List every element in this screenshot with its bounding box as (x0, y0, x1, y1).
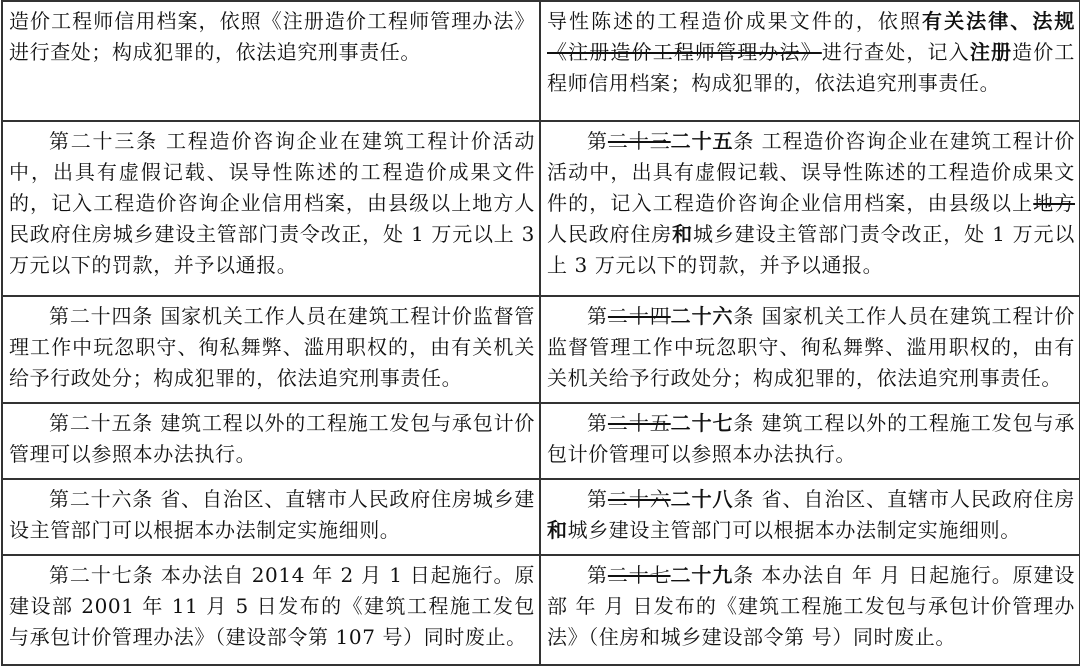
table-row (2, 555, 1080, 665)
text-run: 第二十四条 国家机关工作人员在建筑工程计价监督管理工作中玩忽职守、徇私舞弊、滥用职权的，由有关机关给予行政处分；构成犯罪的，依法追究刑事责任。 (9, 304, 535, 390)
deleted-text: 地方 (1033, 191, 1075, 215)
revised-text-cell (540, 479, 1080, 555)
revised-text-cell (540, 296, 1080, 403)
revised-text-cell (540, 1, 1080, 121)
cell-paragraph (547, 560, 1075, 653)
cell-paragraph (547, 126, 1075, 281)
original-text-cell (2, 403, 540, 479)
cell-paragraph (547, 6, 1075, 99)
text-run: 条 本办法自 年 月 日起施行。原建设部 年 月 日发布的《建筑工程施工发包与承包计价管理办法》（住房和城乡建设部令第 号）同时废止。 (547, 563, 1075, 649)
deleted-text: 《注册造价工程师管理办法》 (547, 40, 822, 64)
cell-paragraph (9, 301, 535, 394)
deleted-text: 二十六 (607, 487, 671, 511)
text-run: 进行查处，记入 (821, 40, 970, 64)
cell-paragraph (9, 484, 535, 546)
text-run: 第二十三条 工程造价咨询企业在建筑工程计价活动中，出具有虚假记载、误导性陈述的工程造价成果文件的，记入工程造价咨询企业信用档案，由县级以上地方人民政府住房城乡建设主管部门责令改正，处 1 万元以上 3 万元以下的罚款，并予以通报。 (9, 129, 535, 277)
inserted-text: 二十九 (670, 563, 734, 587)
text-run: 第 (587, 411, 608, 435)
table-row (2, 121, 1080, 296)
revised-text-cell (540, 403, 1080, 479)
text-run: 第二十六条 省、自治区、直辖市人民政府住房城乡建设主管部门可以根据本办法制定实施细则。 (9, 487, 535, 542)
cell-paragraph (9, 408, 535, 470)
inserted-text: 有关法律、法规 (922, 9, 1075, 33)
inserted-text: 二十八 (670, 487, 734, 511)
text-run: 第 (587, 563, 608, 587)
cell-paragraph (547, 301, 1075, 394)
inserted-text: 二十七 (670, 411, 734, 435)
text-run: 条 省、自治区、直辖市人民政府住房 (733, 487, 1075, 511)
deleted-text: 二十三 (607, 129, 671, 153)
table-row (2, 479, 1080, 555)
inserted-text: 二十六 (670, 304, 734, 328)
cell-paragraph (547, 408, 1075, 470)
original-text-cell (2, 479, 540, 555)
table-row (2, 296, 1080, 403)
revised-text-cell (540, 555, 1080, 665)
inserted-text: 二十五 (670, 129, 734, 153)
text-run: 第 (587, 487, 608, 511)
original-text-cell (2, 555, 540, 665)
text-run: 第 (587, 304, 608, 328)
inserted-text: 和 (672, 222, 693, 246)
cell-paragraph (9, 560, 535, 653)
text-run: 第二十五条 建筑工程以外的工程施工发包与承包计价管理可以参照本办法执行。 (9, 411, 535, 466)
cell-paragraph (547, 484, 1075, 546)
original-text-cell (2, 1, 540, 121)
text-run: 条 建筑工程以外的工程施工发包与承包计价管理可以参照本办法执行。 (547, 411, 1075, 466)
deleted-text: 二十五 (607, 411, 671, 435)
inserted-text: 注册 (969, 40, 1013, 64)
deleted-text: 二十七 (607, 563, 671, 587)
cell-paragraph (9, 6, 535, 68)
table-row (2, 1, 1080, 121)
text-run: 条 国家机关工作人员在建筑工程计价监督管理工作中玩忽职守、徇私舞弊、滥用职权的，由有关机关给予行政处分；构成犯罪的，依法追究刑事责任。 (547, 304, 1075, 390)
text-run: 造价工程师信用档案；构成犯罪的，依法追究刑事责任。 (547, 40, 1075, 95)
text-run: 条 工程造价咨询企业在建筑工程计价活动中，出具有虚假记载、误导性陈述的工程造价成果文件的，记入工程造价咨询企业信用档案，由县级以上 (547, 129, 1075, 215)
cell-paragraph (9, 126, 535, 281)
text-run: 导性陈述的工程造价成果文件的，依照 (547, 9, 923, 33)
text-run: 城乡建设主管部门可以根据本办法制定实施细则。 (567, 518, 1021, 542)
revised-text-cell (540, 121, 1080, 296)
original-text-cell (2, 296, 540, 403)
inserted-text: 和 (547, 518, 568, 542)
text-run: 人民政府住房 (547, 222, 673, 246)
text-run: 城乡建设主管部门责令改正，处 1 万元以上 3 万元以下的罚款，并予以通报。 (547, 222, 1075, 277)
deleted-text: 二十四 (607, 304, 671, 328)
original-text-cell (2, 121, 540, 296)
text-run: 第二十七条 本办法自 2014 年 2 月 1 日起施行。原建设部 2001 年 11 月 5 日发布的《建筑工程施工发包与承包计价管理办法》（建设部令第 107 号）同时废止。 (9, 563, 535, 649)
table-row (2, 403, 1080, 479)
comparison-table (1, 0, 1080, 666)
text-run: 造价工程师信用档案，依照《注册造价工程师管理办法》进行查处；构成犯罪的，依法追究刑事责任。 (9, 9, 535, 64)
text-run: 第 (587, 129, 608, 153)
